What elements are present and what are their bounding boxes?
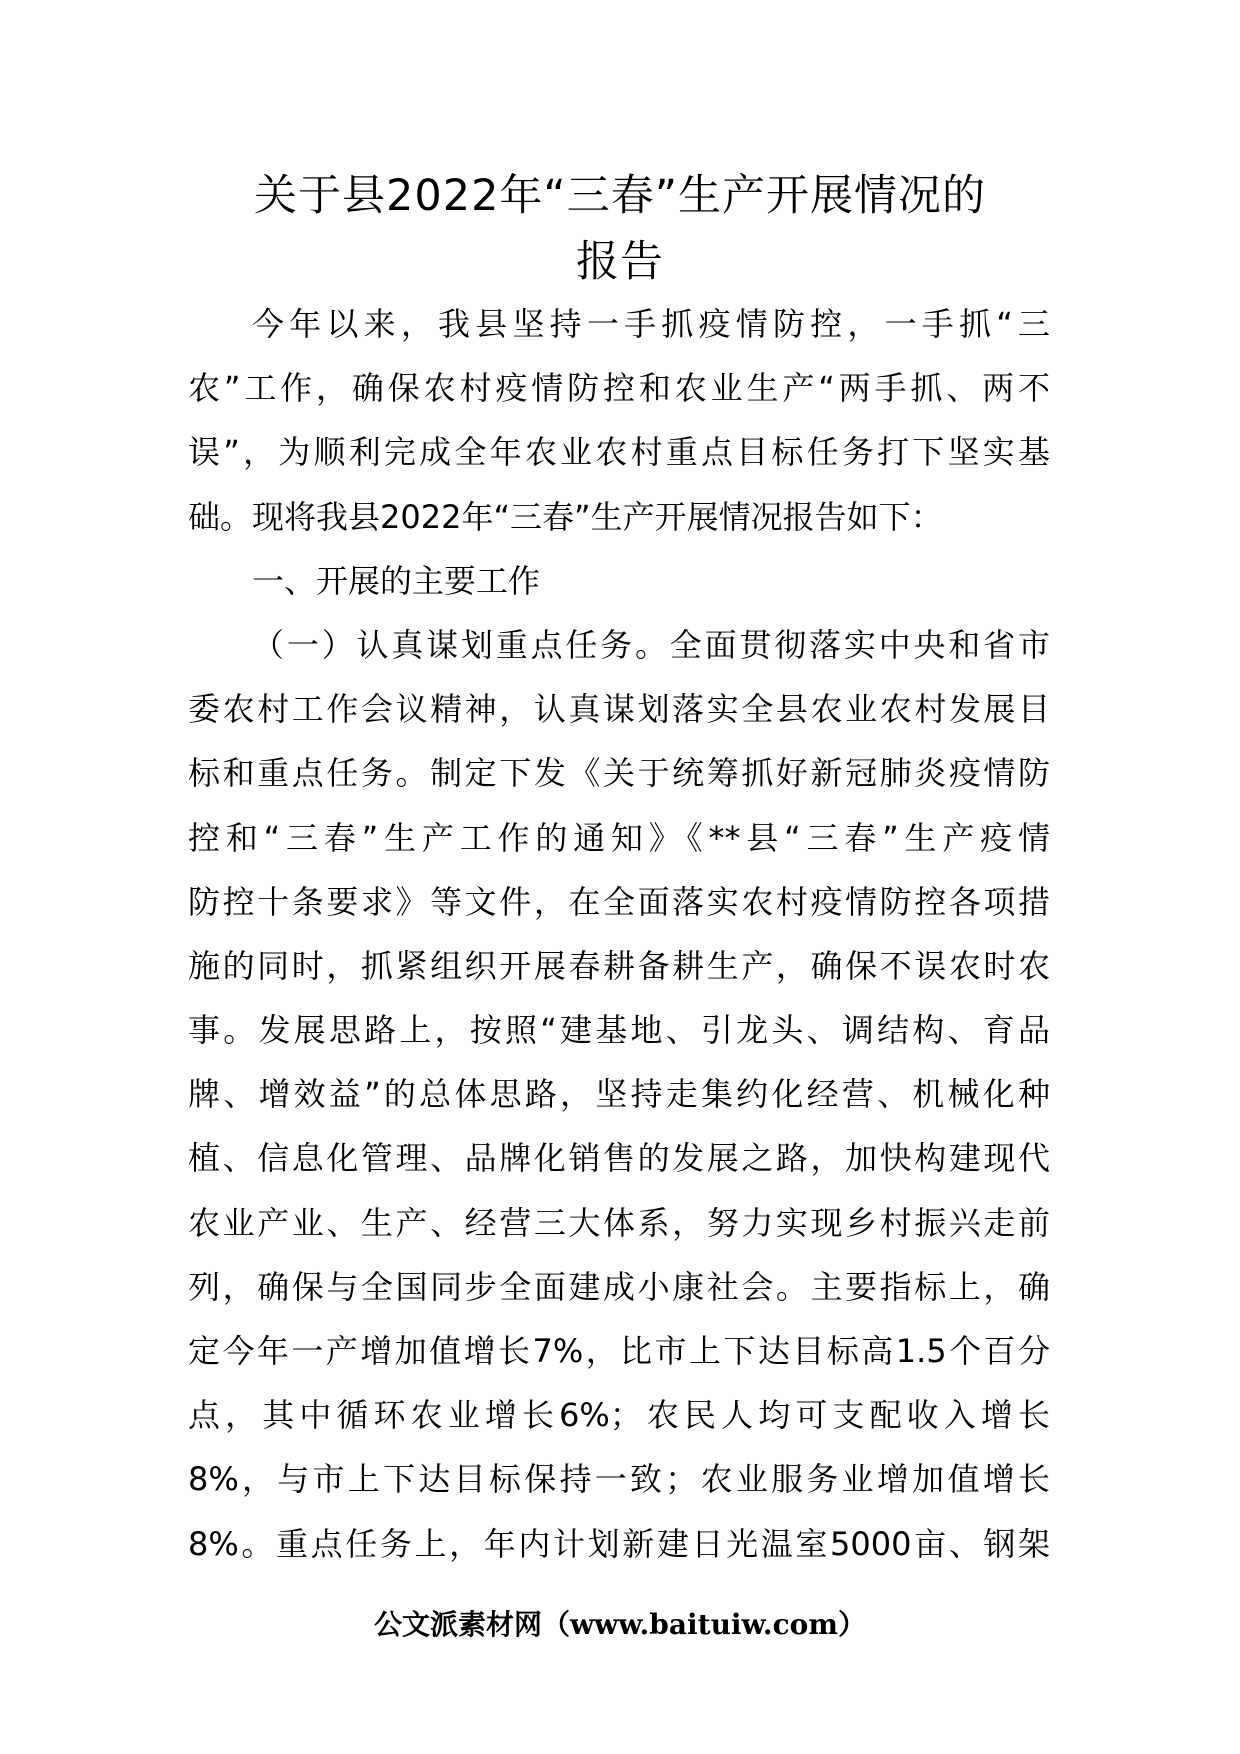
body-line: 事。发展思路上，按照“建基地、引龙头、调结构、育品	[188, 1011, 1050, 1050]
body-line: 施的同时，抓紧组织开展春耕备耕生产，确保不误农时农	[188, 946, 1050, 985]
footer-watermark: 公文派素材网（www.baituiw.com）	[374, 1608, 866, 1641]
body-line: 防控十条要求》等文件，在全面落实农村疫情防控各项措	[188, 882, 1050, 921]
body-line: 8%。重点任务上，年内计划新建日光温室5000亩、钢架	[188, 1524, 1050, 1563]
body-line: （一）认真谋划重点任务。全面贯彻落实中央和省市	[252, 625, 1050, 664]
body-line: 标和重点任务。制定下发《关于统筹抓好新冠肺炎疫情防	[188, 754, 1050, 793]
document-title-line-2: 报告	[576, 237, 664, 287]
document-title-line-1: 关于县2022年“三春”生产开展情况的	[254, 171, 986, 221]
body-line: 今年以来，我县坚持一手抓疫情防控，一手抓“三	[252, 305, 1050, 343]
body-line: 牌、增效益”的总体思路，坚持走集约化经营、机械化种	[188, 1075, 1050, 1114]
body-line: 植、信息化管理、品牌化销售的发展之路，加快构建现代	[188, 1139, 1050, 1178]
body-line: 8%，与市上下达目标保持一致；农业服务业增加值增长	[188, 1460, 1050, 1499]
body-line: 础。现将我县2022年“三春”生产开展情况报告如下：	[188, 497, 943, 536]
body-line: 农”工作，确保农村疫情防控和农业生产“两手抓、两不	[188, 369, 1050, 408]
section-heading: 一、开展的主要工作	[252, 561, 541, 600]
body-line: 列，确保与全国同步全面建成小康社会。主要指标上，确	[188, 1267, 1050, 1306]
document-body	[188, 292, 1050, 1576]
body-line: 误”，为顺利完成全年农业农村重点目标任务打下坚实基	[188, 433, 1050, 472]
body-line: 定今年一产增加值增长7%，比市上下达目标高1.5个百分	[188, 1332, 1050, 1370]
body-line: 控和“三春”生产工作的通知》《**县“三春”生产疫情	[188, 818, 1050, 857]
body-line: 农业产业、生产、经营三大体系，努力实现乡村振兴走前	[188, 1203, 1050, 1242]
body-line: 委农村工作会议精神，认真谋划落实全县农业农村发展目	[188, 690, 1050, 729]
body-line: 点，其中循环农业增长6%；农民人均可支配收入增长	[188, 1396, 1050, 1435]
